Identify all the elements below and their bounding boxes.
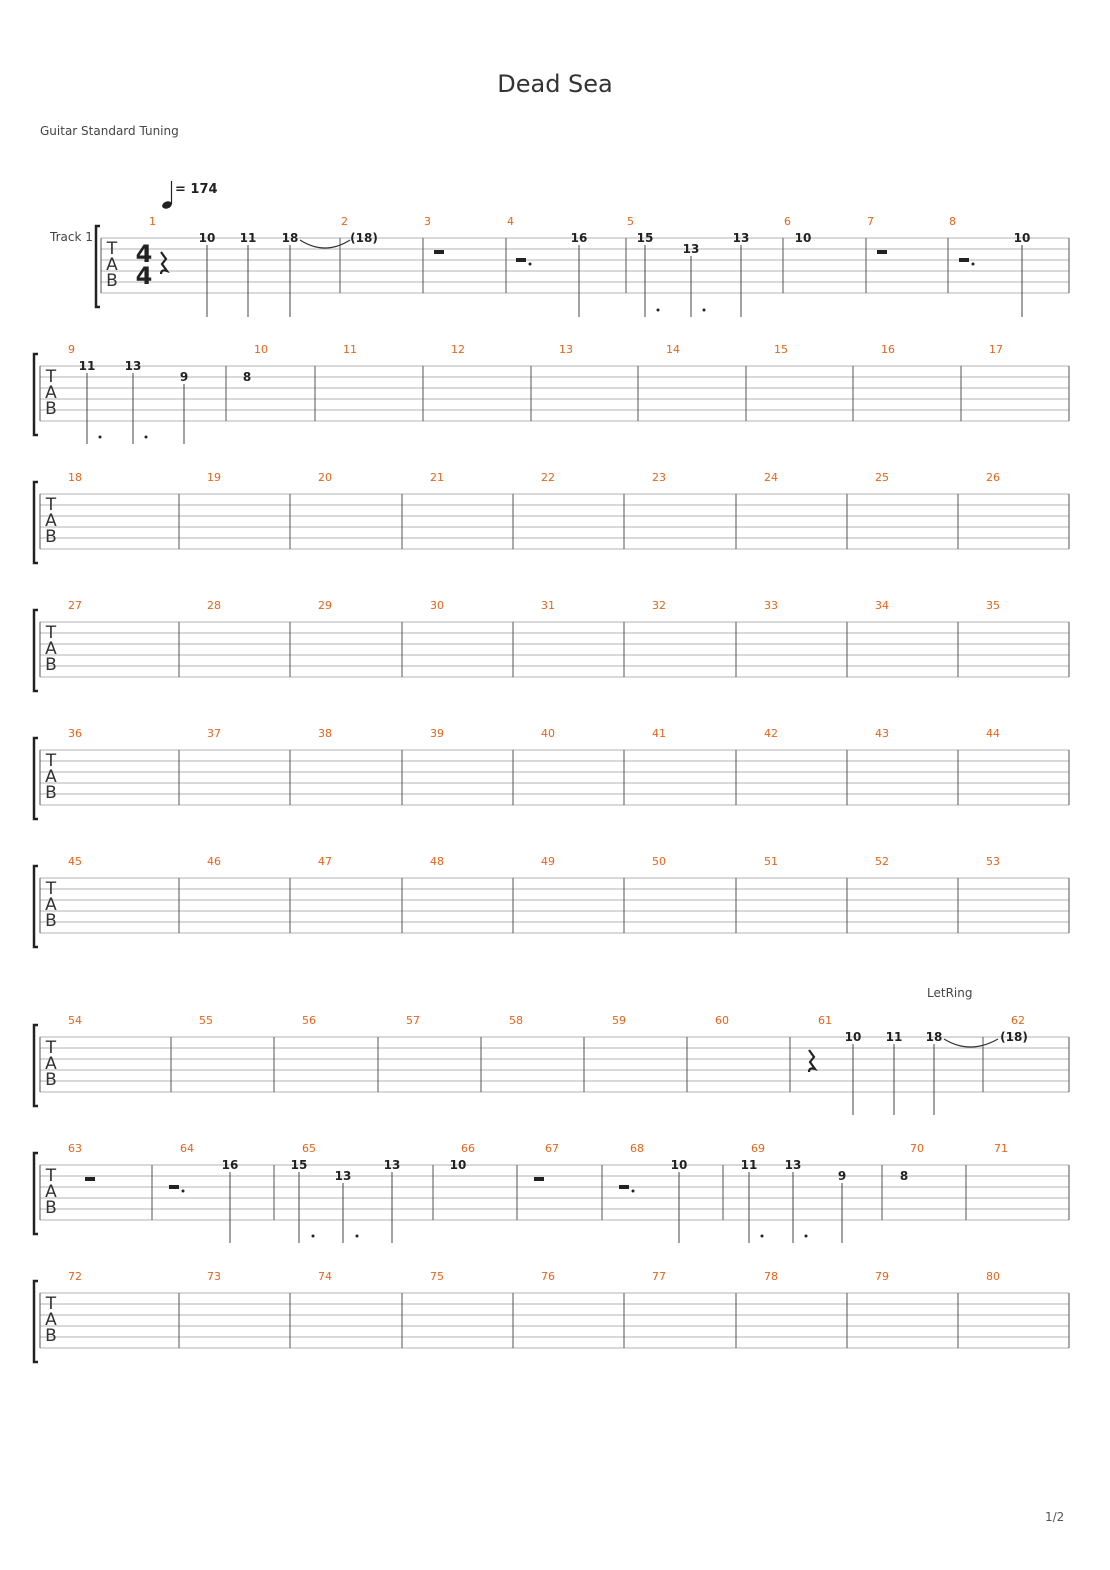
fret-number: 10 <box>794 231 812 245</box>
fret-number: 9 <box>179 370 189 384</box>
fret-number: 10 <box>670 1158 688 1172</box>
tab-clef-letter: A <box>106 255 118 275</box>
measure-number: 48 <box>430 855 444 868</box>
tab-clef-letter: B <box>45 1326 57 1346</box>
measure-number: 56 <box>302 1014 316 1027</box>
note-dot <box>145 436 148 439</box>
tab-clef-letter: B <box>45 655 57 675</box>
measure-number: 26 <box>986 471 1000 484</box>
fret-number: 15 <box>636 231 654 245</box>
tab-clef-letter: T <box>45 495 57 515</box>
measure-number: 5 <box>627 215 634 228</box>
measure-number: 80 <box>986 1270 1000 1283</box>
half-rest-icon <box>169 1185 179 1189</box>
measure-number: 51 <box>764 855 778 868</box>
fret-number: 18 <box>925 1030 943 1044</box>
tab-clef-letter: A <box>45 895 57 915</box>
measure-number: 76 <box>541 1270 555 1283</box>
fret-number: 11 <box>78 359 96 373</box>
tab-clef-letter: B <box>45 1198 57 1218</box>
measure-number: 37 <box>207 727 221 740</box>
note-dot <box>356 1235 359 1238</box>
rest-dot <box>972 263 975 266</box>
measure-number: 36 <box>68 727 82 740</box>
fret-number: 8 <box>899 1169 909 1183</box>
measure-number: 24 <box>764 471 778 484</box>
measure-number: 25 <box>875 471 889 484</box>
fret-number: 15 <box>290 1158 308 1172</box>
measure-number: 10 <box>254 343 268 356</box>
fret-number: 10 <box>449 1158 467 1172</box>
measure-number: 17 <box>989 343 1003 356</box>
measure-number: 75 <box>430 1270 444 1283</box>
measure-number: 50 <box>652 855 666 868</box>
measure-number: 14 <box>666 343 680 356</box>
quarter-rest-icon <box>161 252 167 274</box>
measure-number: 7 <box>867 215 874 228</box>
measure-number: 3 <box>424 215 431 228</box>
rest-dot <box>529 263 532 266</box>
measure-number: 43 <box>875 727 889 740</box>
measure-number: 29 <box>318 599 332 612</box>
tab-clef-letter: B <box>45 399 57 419</box>
measure-number: 13 <box>559 343 573 356</box>
measure-number: 34 <box>875 599 889 612</box>
tab-clef-letter: A <box>45 1054 57 1074</box>
measure-number: 4 <box>507 215 514 228</box>
measure-number: 32 <box>652 599 666 612</box>
tab-clef-letter: A <box>45 383 57 403</box>
track-name: Track 1 <box>50 230 93 244</box>
fret-number: 16 <box>221 1158 239 1172</box>
fret-number: 10 <box>844 1030 862 1044</box>
half-rest-icon <box>516 258 526 262</box>
measure-number: 49 <box>541 855 555 868</box>
measure-number: 44 <box>986 727 1000 740</box>
measure-number: 2 <box>341 215 348 228</box>
measure-number: 69 <box>751 1142 765 1155</box>
measure-number: 70 <box>910 1142 924 1155</box>
fret-number: 10 <box>1013 231 1031 245</box>
tab-clef-letter: B <box>45 527 57 547</box>
measure-number: 77 <box>652 1270 666 1283</box>
measure-number: 57 <box>406 1014 420 1027</box>
half-rest-icon <box>619 1185 629 1189</box>
tab-clef-letter: T <box>45 1294 57 1314</box>
tab-clef-letter: B <box>45 911 57 931</box>
measure-number: 21 <box>430 471 444 484</box>
tab-clef-letter: A <box>45 511 57 531</box>
measure-number: 66 <box>461 1142 475 1155</box>
measure-number: 15 <box>774 343 788 356</box>
measure-number: 31 <box>541 599 555 612</box>
measure-number: 33 <box>764 599 778 612</box>
fret-number: (18) <box>1000 1030 1028 1044</box>
system-bracket <box>34 1153 38 1234</box>
note-dot <box>312 1235 315 1238</box>
measure-number: 16 <box>881 343 895 356</box>
fret-number: 16 <box>570 231 588 245</box>
tab-clef-letter: A <box>45 767 57 787</box>
tab-clef-letter: T <box>45 879 57 899</box>
measure-number: 59 <box>612 1014 626 1027</box>
measure-number: 30 <box>430 599 444 612</box>
measure-number: 60 <box>715 1014 729 1027</box>
fret-number: 13 <box>383 1158 401 1172</box>
measure-number: 71 <box>994 1142 1008 1155</box>
measure-number: 38 <box>318 727 332 740</box>
tab-clef-letter: B <box>106 271 118 291</box>
time-signature-top: 4 <box>135 240 153 268</box>
note-dot <box>761 1235 764 1238</box>
let-ring-label: LetRing <box>927 986 973 1000</box>
measure-number: 11 <box>343 343 357 356</box>
tab-clef-letter: T <box>106 239 118 259</box>
system-bracket <box>34 1025 38 1106</box>
measure-number: 22 <box>541 471 555 484</box>
system-bracket <box>34 482 38 563</box>
measure-number: 65 <box>302 1142 316 1155</box>
fret-number: 13 <box>682 242 700 256</box>
measure-number: 40 <box>541 727 555 740</box>
measure-number: 18 <box>68 471 82 484</box>
measure-number: 35 <box>986 599 1000 612</box>
fret-number: 13 <box>732 231 750 245</box>
measure-number: 46 <box>207 855 221 868</box>
tab-clef-letter: T <box>45 367 57 387</box>
measure-number: 67 <box>545 1142 559 1155</box>
half-rest-icon <box>534 1177 544 1181</box>
system-bracket <box>34 354 38 435</box>
measure-number: 42 <box>764 727 778 740</box>
fret-number: 13 <box>334 1169 352 1183</box>
fret-number: (18) <box>350 231 378 245</box>
quarter-rest-icon <box>809 1050 815 1072</box>
tab-clef-letter: B <box>45 1070 57 1090</box>
fret-number: 11 <box>885 1030 903 1044</box>
note-dot <box>657 309 660 312</box>
measure-number: 74 <box>318 1270 332 1283</box>
page-number: 1/2 <box>1045 1510 1065 1524</box>
measure-number: 47 <box>318 855 332 868</box>
fret-number: 9 <box>837 1169 847 1183</box>
measure-number: 64 <box>180 1142 194 1155</box>
tuning-label: Guitar Standard Tuning <box>40 124 179 138</box>
system-bracket <box>34 866 38 947</box>
tab-clef-letter: T <box>45 751 57 771</box>
tab-clef-letter: T <box>45 1038 57 1058</box>
measure-number: 1 <box>149 215 156 228</box>
measure-number: 79 <box>875 1270 889 1283</box>
fret-number: 11 <box>740 1158 758 1172</box>
note-dot <box>805 1235 808 1238</box>
measure-number: 41 <box>652 727 666 740</box>
measure-number: 58 <box>509 1014 523 1027</box>
fret-number: 11 <box>239 231 257 245</box>
note-dot <box>99 436 102 439</box>
half-rest-icon <box>85 1177 95 1181</box>
tab-clef-letter: A <box>45 639 57 659</box>
fret-number: 18 <box>281 231 299 245</box>
measure-number: 39 <box>430 727 444 740</box>
measure-number: 23 <box>652 471 666 484</box>
measure-number: 54 <box>68 1014 82 1027</box>
half-rest-icon <box>877 250 887 254</box>
rest-dot <box>632 1190 635 1193</box>
tab-clef-letter: A <box>45 1310 57 1330</box>
tab-clef-letter: T <box>45 1166 57 1186</box>
system-bracket <box>34 1281 38 1362</box>
half-rest-icon <box>959 258 969 262</box>
measure-number: 9 <box>68 343 75 356</box>
measure-number: 68 <box>630 1142 644 1155</box>
measure-number: 12 <box>451 343 465 356</box>
measure-number: 19 <box>207 471 221 484</box>
tempo-label: = 174 <box>175 182 218 197</box>
measure-number: 8 <box>949 215 956 228</box>
measure-number: 52 <box>875 855 889 868</box>
tab-clef-letter: T <box>45 623 57 643</box>
measure-number: 45 <box>68 855 82 868</box>
measure-number: 55 <box>199 1014 213 1027</box>
fret-number: 8 <box>242 370 252 384</box>
measure-number: 72 <box>68 1270 82 1283</box>
fret-number: 13 <box>784 1158 802 1172</box>
tab-clef-letter: A <box>45 1182 57 1202</box>
fret-number: 13 <box>124 359 142 373</box>
half-rest-icon <box>434 250 444 254</box>
rest-dot <box>182 1190 185 1193</box>
song-title: Dead Sea <box>497 70 613 98</box>
measure-number: 28 <box>207 599 221 612</box>
system-bracket <box>96 226 100 307</box>
measure-number: 6 <box>784 215 791 228</box>
measure-number: 53 <box>986 855 1000 868</box>
measure-number: 27 <box>68 599 82 612</box>
measure-number: 20 <box>318 471 332 484</box>
measure-number: 78 <box>764 1270 778 1283</box>
note-dot <box>703 309 706 312</box>
measure-number: 73 <box>207 1270 221 1283</box>
tie-arc <box>300 240 350 248</box>
tab-clef-letter: B <box>45 783 57 803</box>
tie-arc <box>944 1039 998 1047</box>
measure-number: 63 <box>68 1142 82 1155</box>
fret-number: 10 <box>198 231 216 245</box>
measure-number: 61 <box>818 1014 832 1027</box>
system-bracket <box>34 610 38 691</box>
measure-number: 62 <box>1011 1014 1025 1027</box>
time-signature-bottom: 4 <box>135 262 153 290</box>
system-bracket <box>34 738 38 819</box>
